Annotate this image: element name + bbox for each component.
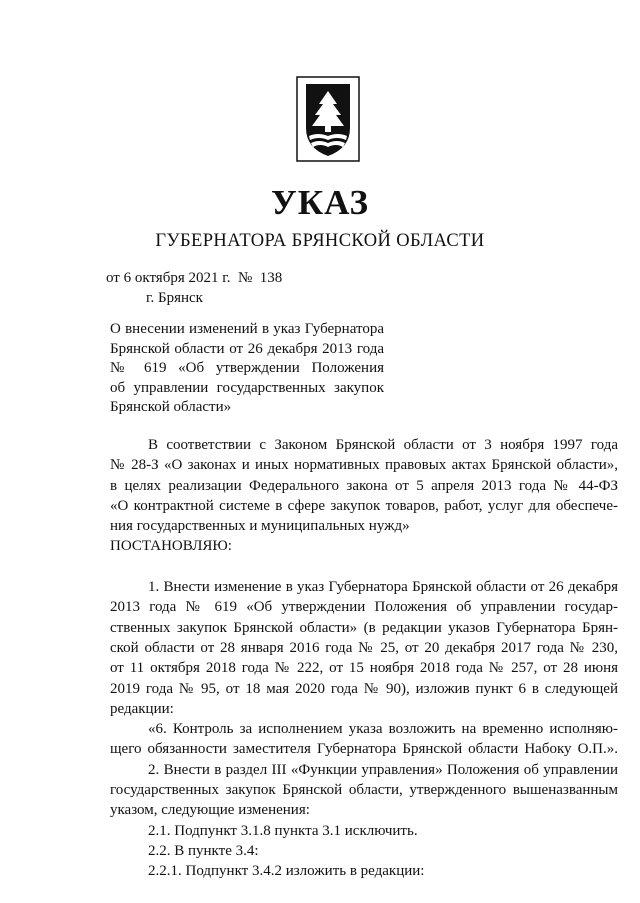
- document-date-number: [106, 268, 282, 288]
- body-line: 1. Внести изменение в указ Губернатора Брянской области от 26 декабря: [148, 579, 618, 596]
- document-heading: [110, 320, 384, 418]
- body-line: В соответствии с Законом Брянской области от 3 ноября 1997 года: [148, 437, 618, 453]
- document-subtitle: ГУБЕРНАТОРА БРЯНСКОЙ ОБЛАСТИ: [155, 231, 485, 251]
- body-line: указом, следующие изменения:: [110, 802, 310, 819]
- body-line: 2.2.1. Подпункт 3.4.2 изложить в редакции:: [148, 863, 425, 880]
- body-line: № 28-З «О законах и иных нормативных правовых актах Брянской области»,: [110, 457, 618, 474]
- body-line: ственных закупок Брянской области» (в редакции указов Губернатора Брян-: [110, 619, 618, 636]
- number-sign: №: [237, 270, 253, 286]
- body-line: 2.1. Подпункт 3.1.8 пункта 3.1 исключить.: [148, 822, 418, 839]
- body-line: «6. Контроль за исполнением указа возложить на временно исполняю-: [148, 721, 618, 738]
- paragraph-gap: [110, 557, 618, 577]
- body-line-decree: ПОСТАНОВЛЯЮ:: [110, 538, 232, 555]
- heading-line: Брянской области от 26 декабря 2013 года: [110, 340, 384, 357]
- body-line: от 11 октября 2018 года № 222, от 15 ноября 2018 года № 257, от 28 июня: [110, 660, 618, 677]
- body-line: 2.2. В пункте 3.4:: [148, 842, 259, 859]
- body-line: в целях реализации Федерального закона от 5 апреля 2013 года № 44-ФЗ: [110, 477, 618, 494]
- document-date: от 6 октября 2021 г.: [106, 270, 231, 286]
- heading-line: об управлении государственных закупок: [110, 379, 384, 396]
- body-line: ния государственных и муниципальных нужд»: [110, 518, 410, 535]
- body-line: 2019 года № 95, от 18 мая 2020 года № 90), изложив пункт 6 в следующей: [110, 680, 618, 697]
- document-body: [110, 435, 618, 882]
- document-title: УКАЗ: [271, 183, 369, 222]
- body-line: государственных закупок Брянской области, утвержденного вышеназванным: [110, 782, 618, 799]
- body-line: 2. Внести в раздел III «Функции управления» Положения об управлении: [148, 761, 618, 778]
- heading-line: О внесении изменений в указ Губернатора: [110, 321, 384, 337]
- coat-of-arms-icon: [296, 76, 360, 162]
- body-line: щего обязанности заместителя Губернатора Брянской области Набоку О.П.».: [110, 741, 618, 758]
- heading-line: Брянской области»: [110, 399, 232, 416]
- body-line: редакции:: [110, 700, 174, 717]
- body-line: ской области от 28 января 2016 года № 25, от 20 декабря 2017 года № 230,: [110, 639, 618, 656]
- body-line: «О контрактной системе в сфере закупок товаров, работ, услуг для обеспече-: [110, 497, 618, 514]
- document-city: г. Брянск: [146, 290, 203, 306]
- document-number: 138: [259, 270, 283, 286]
- heading-line: № 619 «Об утверждении Положения: [110, 360, 384, 377]
- body-line: 2013 года № 619 «Об утверждении Положения об управлении государ-: [110, 599, 618, 616]
